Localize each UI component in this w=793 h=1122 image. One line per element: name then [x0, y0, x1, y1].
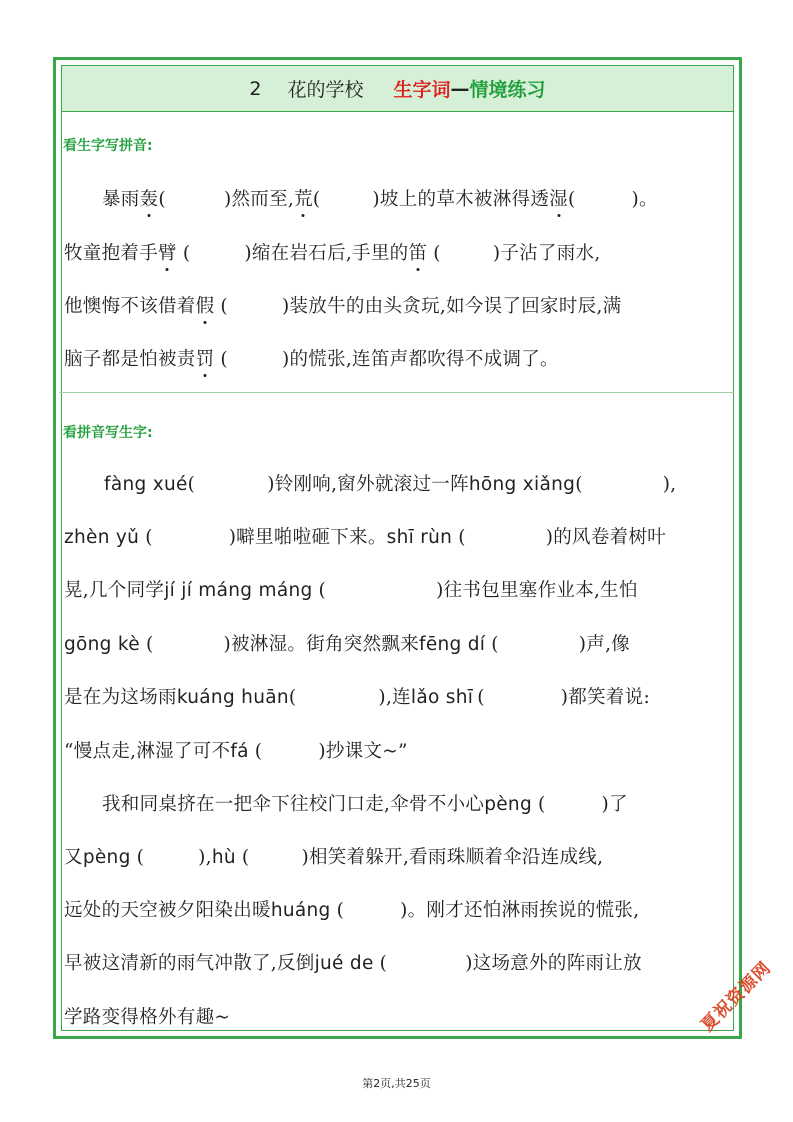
pinyin: fá: [230, 741, 249, 762]
pinyin: jí jí máng máng: [164, 580, 313, 601]
lesson-title: 花的学校: [287, 79, 364, 101]
text-line: 脑子都是怕被责罚 ( )的慌张,连笛声都吹得不成调了。: [64, 345, 730, 371]
page-footer: 第2页,共25页: [362, 1077, 431, 1090]
text-line: 我和同桌挤在一把伞下往校门口走,伞骨不小心pèng ( )了: [102, 794, 628, 815]
text-line: 他懊悔不该借着假 ( )装放牛的由头贪玩,如今误了回家时辰,满: [64, 292, 730, 318]
dotted-char: 荒: [294, 185, 313, 211]
header-tag-green: 情境练习: [469, 79, 546, 101]
section-divider: [59, 392, 734, 393]
pinyin: gōng kè: [64, 634, 140, 655]
pinyin: fàng xué: [104, 474, 188, 495]
dotted-char: 假: [196, 292, 215, 318]
text-line: 暴雨轰( )然而至,荒( )坡上的草木被淋得透湿( )。: [64, 185, 730, 211]
text-line: 早被这清新的雨气冲散了,反倒jué de ( )这场意外的阵雨让放: [64, 953, 642, 974]
section-title-write-characters: 看拼音写生字:: [63, 425, 153, 441]
pinyin: zhèn yǔ: [64, 527, 140, 548]
worksheet-header: [62, 66, 733, 112]
pinyin: kuáng huān: [176, 687, 289, 708]
text-line: 牧童抱着手臂 ( )缩在岩石后,手里的笛 ( )子沾了雨水,: [64, 239, 730, 265]
pinyin: fēng dí: [419, 634, 486, 655]
dotted-char: 罚: [196, 345, 215, 371]
dotted-char: 臂: [158, 239, 177, 265]
text-line: “慢点走,淋湿了可不fá ( )抄课文~”: [64, 741, 408, 762]
text-line: 远处的天空被夕阳染出暖huáng ( )。刚才还怕淋雨挨说的慌张,: [64, 900, 640, 921]
dotted-char: 笛: [408, 239, 427, 265]
text-line: gōng kè ( )被淋湿。街角突然飘来fēng dí ( )声,像: [64, 634, 631, 655]
pinyin: pèng: [484, 794, 532, 815]
header-tag-red: 生字词: [393, 79, 451, 101]
text-line: zhèn yǔ ( )噼里啪啦砸下来。shī rùn ( )的风卷着树叶: [64, 527, 667, 548]
section-title-write-pinyin: 看生字写拼音:: [63, 138, 153, 154]
pinyin: pèng: [82, 847, 131, 868]
pinyin: lǎo shī: [410, 687, 474, 708]
dotted-char: 轰: [140, 185, 159, 211]
pinyin: hōng xiǎng: [468, 474, 576, 495]
text-line: 又pèng ( ),hù ( )相笑着躲开,看雨珠顺着伞沿连成线,: [64, 847, 604, 868]
watermark-stamp: 夏祝资源网: [697, 957, 776, 1036]
text-line: 学路变得格外有趣~: [64, 1007, 231, 1028]
pinyin: hù: [211, 847, 236, 868]
dotted-char: 湿: [549, 185, 568, 211]
pinyin: jué de: [314, 953, 374, 974]
pinyin: shī rùn: [386, 527, 453, 548]
text-line: fàng xué( )铃刚响,窗外就滚过一阵hōng xiǎng( ),: [104, 474, 677, 495]
pinyin: huáng: [270, 900, 331, 921]
lesson-number: 2: [249, 77, 262, 100]
text-line: 晃,几个同学jí jí máng máng ( )往书包里塞作业本,生怕: [64, 580, 638, 601]
header-tag-dash: —: [450, 77, 470, 100]
text-line: 是在为这场雨kuáng huān( ),连lǎo shī ( )都笑着说:: [64, 687, 650, 708]
